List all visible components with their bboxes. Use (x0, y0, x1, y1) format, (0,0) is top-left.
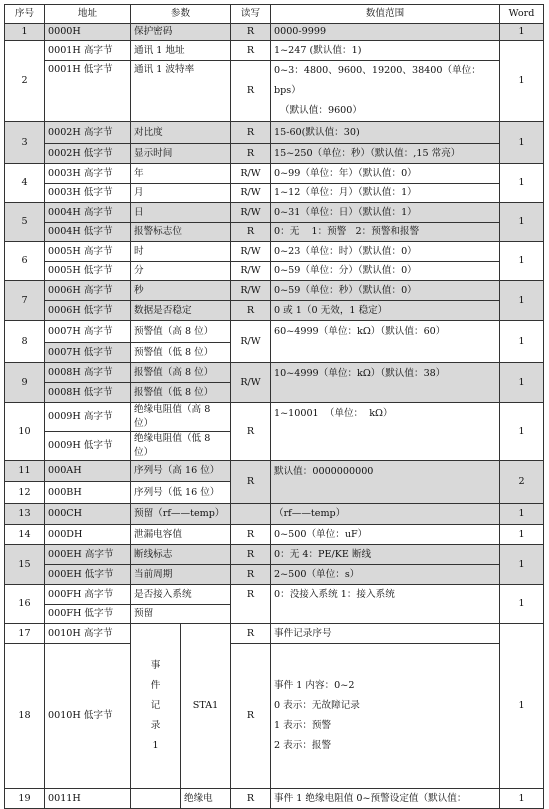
table-row (5, 242, 544, 262)
table-row (5, 61, 544, 122)
row-param: 分 (131, 262, 231, 281)
row-addr: 000EH 高字节 (45, 545, 131, 565)
row-addr: 0007H 低字节 (45, 343, 131, 363)
table-row (5, 624, 544, 644)
row-addr: 0011H (45, 789, 131, 809)
table-row (5, 223, 544, 242)
row-range: （rf——temp） (271, 504, 500, 525)
row-word: 1 (500, 41, 544, 122)
table-row (5, 122, 544, 144)
row-rw: R (231, 565, 271, 585)
row-addr: 0008H 高字节 (45, 363, 131, 383)
row-word: 1 (500, 525, 544, 545)
row-range: 1~12（单位：月）（默认值：1） (271, 184, 500, 203)
row-word: 1 (500, 281, 544, 321)
row-range: 0：无 4：PE/KE 断线 (271, 545, 500, 565)
col-param-header: 参数 (131, 5, 231, 24)
row-rw: R (231, 223, 271, 242)
row-addr: 0001H 低字节 (45, 61, 131, 122)
row-no: 10 (5, 403, 45, 461)
row-param: 显示时间 (131, 144, 231, 164)
row-param: 对比度 (131, 122, 231, 144)
row-no: 1 (5, 24, 45, 41)
range-line: 1 表示：预警 (274, 720, 332, 731)
col-addr-header: 地址 (45, 5, 131, 24)
row-param: 绝缘电 (181, 789, 231, 809)
row-addr: 0003H 高字节 (45, 164, 131, 184)
col-range-header: 数值范围 (271, 5, 500, 24)
row-param: 预警值（高 8 位） (131, 321, 231, 343)
row-addr: 0006H 低字节 (45, 301, 131, 321)
row-addr: 0009H 高字节 (45, 403, 131, 432)
row-word: 2 (500, 461, 544, 504)
row-addr: 0002H 低字节 (45, 144, 131, 164)
row-rw: R (231, 403, 271, 461)
row-rw: R/W (231, 321, 271, 363)
table-row (5, 164, 544, 184)
row-param: 泄漏电容值 (131, 525, 231, 545)
row-param: 日 (131, 203, 231, 223)
row-no: 19 (5, 789, 45, 809)
row-rw: R/W (231, 242, 271, 262)
col-rw-header: 读写 (231, 5, 271, 24)
row-addr: 000DH (45, 525, 131, 545)
row-addr: 0006H 高字节 (45, 281, 131, 301)
table-row (5, 403, 544, 432)
row-range: 2~500（单位：s） (271, 565, 500, 585)
row-range: 0000-9999 (271, 24, 500, 41)
row-addr: 0005H 低字节 (45, 262, 131, 281)
row-range: 0：没接入系统 1：接入系统 (271, 585, 500, 624)
row-addr: 000EH 低字节 (45, 565, 131, 585)
table-row (5, 262, 544, 281)
row-range: 15-60(默认值：30) (271, 122, 500, 144)
row-rw: R (231, 461, 271, 504)
row-addr: 000CH (45, 504, 131, 525)
row-param: 月 (131, 184, 231, 203)
row-param: 序列号（低 16 位） (131, 482, 231, 504)
row-addr: 0010H 低字节 (45, 644, 131, 789)
row-rw: R (231, 122, 271, 144)
row-rw: R/W (231, 203, 271, 223)
row-word: 1 (500, 585, 544, 624)
row-addr: 0000H (45, 24, 131, 41)
row-word: 1 (500, 242, 544, 281)
row-rw: R (231, 301, 271, 321)
range-line: 0 表示：无故障记录 (274, 700, 360, 711)
row-addr: 0005H 高字节 (45, 242, 131, 262)
header-row (5, 5, 544, 24)
row-param: 通讯 1 波特率 (131, 61, 231, 122)
row-word: 1 (500, 363, 544, 403)
row-no: 2 (5, 41, 45, 122)
row-addr: 0010H 高字节 (45, 624, 131, 644)
row-rw: R/W (231, 184, 271, 203)
range-line: 事件 1 内容：0~2 (274, 680, 355, 691)
row-range (271, 644, 500, 789)
table-row (5, 504, 544, 525)
table-row (5, 41, 544, 61)
row-word: 1 (500, 624, 544, 789)
row-word: 1 (500, 203, 544, 242)
row-param: 是否接入系统 (131, 585, 231, 605)
row-range: 15~250（单位：秒）（默认值：,15 常亮） (271, 144, 500, 164)
row-word: 1 (500, 24, 544, 41)
row-addr: 0009H 低字节 (45, 432, 131, 461)
row-range: 0 或 1（0 无效，1 稳定） (271, 301, 500, 321)
row-rw: R/W (231, 281, 271, 301)
row-addr: 0001H 高字节 (45, 41, 131, 61)
row-param: 报警标志位 (131, 223, 231, 242)
row-rw: R (231, 525, 271, 545)
row-no: 6 (5, 242, 45, 281)
row-range: 0~59（单位：分）（默认值：0） (271, 262, 500, 281)
row-word: 1 (500, 122, 544, 164)
event-char: 事 (150, 660, 161, 671)
row-rw: R (231, 585, 271, 624)
row-rw: R/W (231, 363, 271, 403)
table-row (5, 321, 544, 343)
range-line: （默认值：9600） (280, 105, 362, 116)
row-param: 年 (131, 164, 231, 184)
event-char: 1 (152, 740, 159, 751)
row-param: 数据是否稳定 (131, 301, 231, 321)
row-param: 当前周期 (131, 565, 231, 585)
row-no: 15 (5, 545, 45, 585)
row-word: 1 (500, 789, 544, 809)
row-no: 17 (5, 624, 45, 644)
row-range: 0：无 1：预警 2：预警和报警 (271, 223, 500, 242)
row-param: 秒 (131, 281, 231, 301)
row-word: 1 (500, 545, 544, 585)
row-param: 预留 (131, 605, 231, 624)
row-param: 序列号（高 16 位） (131, 461, 231, 482)
row-range: 0~31（单位：日）（默认值：1） (271, 203, 500, 223)
row-range: 事件记录序号 (271, 624, 500, 644)
row-no: 3 (5, 122, 45, 164)
row-addr: 0003H 低字节 (45, 184, 131, 203)
row-param: STA1 (181, 624, 231, 789)
row-no: 12 (5, 482, 45, 504)
row-no: 11 (5, 461, 45, 482)
row-range: 默认值：0000000000 (271, 461, 500, 504)
row-param: 绝缘电阻值（低 8 位） (131, 432, 231, 461)
row-addr: 0004H 低字节 (45, 223, 131, 242)
table-row (5, 789, 544, 809)
table-row (5, 363, 544, 383)
row-no: 9 (5, 363, 45, 403)
table-row (5, 301, 544, 321)
row-no: 13 (5, 504, 45, 525)
row-range: 事件 1 绝缘电阻值 0~预警设定值（默认值： (271, 789, 500, 809)
table-row (5, 144, 544, 164)
row-param: 通讯 1 地址 (131, 41, 231, 61)
table-row (5, 24, 544, 41)
register-table (4, 4, 544, 809)
row-rw: R (231, 24, 271, 41)
row-rw: R/W (231, 164, 271, 184)
row-no: 14 (5, 525, 45, 545)
row-rw: R (231, 789, 271, 809)
table-row (5, 281, 544, 301)
range-line: 0~3：4800、9600、19200、38400（单位：bps） (274, 65, 481, 96)
row-rw: R (231, 41, 271, 61)
row-word: 1 (500, 321, 544, 363)
row-param: 保护密码 (131, 24, 231, 41)
row-addr: 000AH (45, 461, 131, 482)
row-param: 绝缘电阻值（高 8 位） (131, 403, 231, 432)
row-range: 1~10001 （单位： kΩ） (271, 403, 500, 461)
row-no: 8 (5, 321, 45, 363)
event-char: 记 (150, 700, 161, 711)
row-no: 18 (5, 644, 45, 789)
row-range: 0~23（单位：时）（默认值：0） (271, 242, 500, 262)
row-range: 1~247 (默认值：1) (271, 41, 500, 61)
table-row (5, 525, 544, 545)
row-no: 16 (5, 585, 45, 624)
row-range: 0~500（单位：uF） (271, 525, 500, 545)
row-addr: 0008H 低字节 (45, 383, 131, 403)
row-range: 10~4999（单位：kΩ）（默认值：38） (271, 363, 500, 403)
event-char: 件 (150, 680, 161, 691)
table-row (5, 565, 544, 585)
row-param: 断线标志 (131, 545, 231, 565)
event-char: 录 (150, 720, 161, 731)
row-rw: R (231, 644, 271, 789)
row-param: 报警值（高 8 位） (131, 363, 231, 383)
row-rw: R/W (231, 262, 271, 281)
table-row (5, 585, 544, 605)
row-param: 报警值（低 8 位） (131, 383, 231, 403)
row-word: 1 (500, 403, 544, 461)
row-range (271, 61, 500, 122)
row-rw: R (231, 61, 271, 122)
row-no: 7 (5, 281, 45, 321)
row-addr: 0004H 高字节 (45, 203, 131, 223)
table-row (5, 545, 544, 565)
row-no: 5 (5, 203, 45, 242)
row-rw: R (231, 545, 271, 565)
row-range: 0~99（单位：年）（默认值：0） (271, 164, 500, 184)
table-row (5, 461, 544, 482)
col-word-header: Word (500, 5, 544, 24)
row-word: 1 (500, 164, 544, 203)
table-row (5, 184, 544, 203)
row-addr: 0002H 高字节 (45, 122, 131, 144)
row-param-empty (131, 789, 181, 809)
row-rw (231, 504, 271, 525)
table-row (5, 203, 544, 223)
row-no: 4 (5, 164, 45, 203)
row-addr: 000BH (45, 482, 131, 504)
row-rw: R (231, 624, 271, 644)
row-param: 预留（rf——temp） (131, 504, 231, 525)
row-param: 时 (131, 242, 231, 262)
row-range: 60~4999（单位：kΩ）（默认值：60） (271, 321, 500, 363)
row-word: 1 (500, 504, 544, 525)
row-addr: 000FH 低字节 (45, 605, 131, 624)
table-row (5, 644, 544, 789)
row-addr: 0007H 高字节 (45, 321, 131, 343)
row-rw: R (231, 144, 271, 164)
range-line: 2 表示：报警 (274, 740, 332, 751)
col-no-header: 序号 (5, 5, 45, 24)
row-addr: 000FH 高字节 (45, 585, 131, 605)
row-range: 0~59（单位：秒）（默认值：0） (271, 281, 500, 301)
row-param: 预警值（低 8 位） (131, 343, 231, 363)
